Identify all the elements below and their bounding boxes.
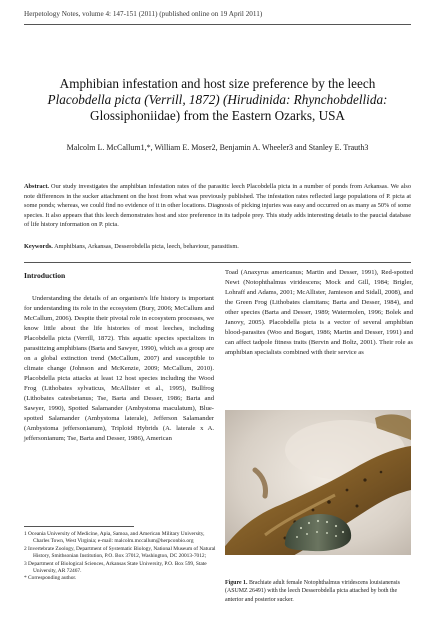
journal-header: Herpetology Notes, volume 4: 147-151 (2011) (published online on 19 April 2011) (24, 10, 263, 18)
abstract (24, 182, 411, 230)
keywords-label: Keywords. (24, 243, 53, 250)
footnote-rule (24, 526, 134, 527)
footnote-3: 3 Department of Biological Sciences, Arkansas State University, P.O. Box 599, State University, AR 72467. (24, 560, 207, 575)
footnotes (24, 531, 219, 583)
body-right-column (225, 268, 413, 358)
title-line-2: Placobdella picta (Verrill, 1872) (Hirudinida: Rhynchobdellida: (47, 92, 388, 107)
paper-title (20, 76, 415, 124)
caption-text: Brachiate adult female Notophthalmus viridescens louisianensis (ASUMZ 26491) with the leech Desserobdella picta attached by both the anterior and posterior sucker. (225, 580, 400, 603)
footnote-corresponding: * Corresponding author. (24, 575, 77, 582)
figure-caption (225, 579, 411, 604)
keywords-text: Amphibians, Arkansas, Desserobdella picta, leech, behaviour, parasitism. (52, 243, 239, 250)
continued-paragraph: Toad (Anaxyrus americanus; Martin and Desser, 1991), Red-spotted Newt (Notophthalmus viridescens; Mock and Gill, 1984; Brigler, Lohraff and Adams, 2001; McAllister, Jamieson and Sidall, 2008), and the Green Frog (Lithobates clamitans; Barta and Desser, 1984), and other species (Barta and Desser, 1989; Watermolen, 1996; Bolek and Janovy, 2005). Placobdella picta is a vector of several amphibian blood-parasites (Woo and Bogart, 1986; Martin and Desser, 1991) and can affect tadpole fitness traits (Bervin and Boltz, 2001). Their role as amphibian specialists combined with their service as (225, 269, 413, 356)
intro-paragraph: Understanding the details of an organism's life history is important for understanding its role in the ecosystem (Bury, 2006; McCallum and McCallum, 2006). Despite their pivotal role in ecosystem processes, we know little about the life histories of most leeches, including Placobdella picta (Verrill, 1872). This aquatic species specializes in parasitizing amphibians (Barta and Sawyer, 1990), which as a group are on a global extinction trend (McCallum, 2007) and susceptible to climate change (Johnson and McKenzie, 2009; McCallum, 2010). Placobdella picta attacks at least 12 host species including the Wood Frog (Lithobates sylvaticus, McAllister et al., 1995), Bullfrog (Lithobates catesbeianus; Tse, Barta and Desser, 1986; Barta and Sawyer, 1990), Spotted Salamander (Ambystoma maculatum), Blue-spotted Salamander (Ambystoma laterale), Jefferson Salamander (Ambystoma jeffersonianum), Triploid Hybrids (A. laterale x A. jeffersonianum; Tse, Barta and Desser, 1986), American (24, 295, 214, 442)
section-rule (24, 262, 411, 263)
introduction-heading: Introduction (24, 271, 66, 280)
caption-label: Figure 1. (225, 580, 248, 586)
abstract-label: Abstract. (24, 183, 50, 190)
title-line-1: Amphibian infestation and host size preference by the leech (59, 76, 376, 91)
header-rule (24, 24, 411, 25)
figure-photo (225, 410, 411, 555)
newt-with-leech-image (225, 410, 411, 555)
body-left-column (24, 294, 214, 444)
title-line-3: Glossiphoniidae) from the Eastern Ozarks, USA (90, 108, 345, 123)
abstract-text: Our study investigates the amphibian infestation rates of the parasitic leech Placobdella picta in a number of ponds from Arkansas. We also note differences in the sucker attachment on the host from what was previously published. The infestation rates reflected large populations of P. picta at some ponds; whereas, we could find no evidence of it in other locations. Diagnosis of picking injuries was easy and occurred on as many as 50% of some species. It also appears that this leech demonstrates host and size preference in its tadpole prey. This study adds interesting details to the paucial database of life history information on P. picta. (24, 183, 411, 229)
keywords (24, 242, 411, 252)
footnote-2: 2 Invertebrate Zoology, Department of Systematic Biology, National Museum of Natural History, Smithsonian Institution, P.O. Box 37012, Washington, DC 20013-7012; (24, 545, 216, 560)
footnote-1: 1 Oceania University of Medicine, Apia, Samoa, and American Military University, Charles Town, West Virginia; e-mail: malcolm.mccallum@herpconbio.org (24, 531, 205, 545)
author-list: Malcolm L. McCallum1,*, William E. Moser2, Benjamin A. Wheeler3 and Stanley E. Trauth3 (66, 143, 369, 152)
